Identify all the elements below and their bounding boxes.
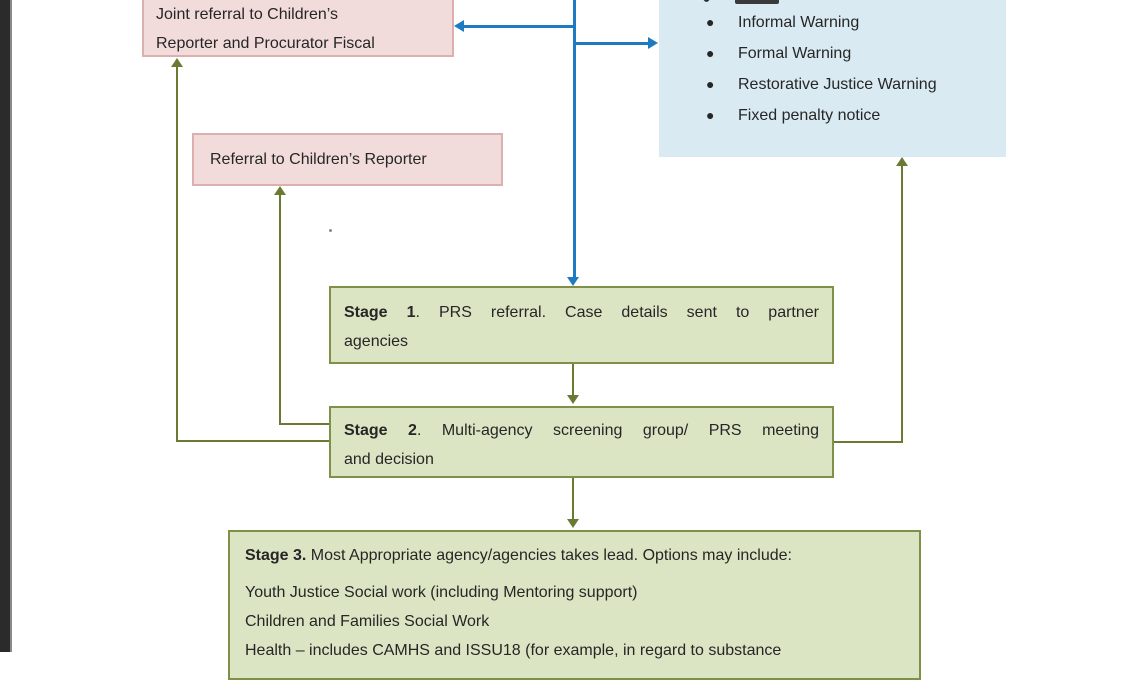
referral-box	[192, 133, 503, 186]
list-item	[659, 38, 1006, 69]
stage3-option: Children and Families Social Work	[245, 613, 490, 630]
list-item	[659, 7, 1006, 38]
list-item	[659, 69, 1006, 100]
bullet-icon: ●	[706, 45, 715, 61]
connector-stage2-stage3	[572, 478, 574, 519]
stage2-line2: and decision	[344, 451, 434, 468]
stage1-label: Stage 1	[344, 304, 416, 321]
stage1-text: . PRS referral. Case details sent to partner	[415, 304, 820, 321]
stage3-option: Health – includes CAMHS and ISSU18 (for example, in regard to substance	[245, 642, 782, 659]
arrow-down-to-stage2-icon	[567, 395, 579, 404]
outcomes-list	[659, 7, 1006, 131]
outcome-label: Restorative Justice Warning	[738, 76, 937, 93]
stage1-line2: agencies	[344, 333, 409, 350]
stage3-heading-text: Most Appropriate agency/agencies takes lead. Options may include:	[306, 547, 792, 564]
stage2-box	[329, 406, 834, 478]
stage3-option: Youth Justice Social work (including Mentoring support)	[245, 584, 638, 601]
list-item	[659, 100, 1006, 131]
joint-referral-line1: Joint referral to Children’s	[156, 6, 339, 23]
connector-stage1-stage2	[572, 364, 574, 395]
arrow-right-to-outcomes-box-icon	[648, 37, 658, 49]
outcomes-box	[659, 0, 1006, 157]
blue-line-to-joint-box	[464, 25, 574, 28]
outcome-label: Fixed penalty notice	[738, 107, 881, 124]
arrow-left-to-joint-box-icon	[454, 20, 464, 32]
stage2-label: Stage 2	[344, 422, 417, 439]
bullet-icon: ●	[706, 76, 715, 92]
outcome-label: Informal Warning	[738, 14, 860, 31]
connector-outcomes-vertical	[901, 165, 903, 443]
stray-dot	[329, 229, 332, 232]
outcome-label: Formal Warning	[738, 45, 852, 62]
stage3-label: Stage 3.	[245, 547, 307, 564]
connector-referral-vertical	[279, 194, 281, 424]
bullet-icon: ●	[706, 14, 715, 30]
connector-joint-horizontal	[176, 440, 329, 442]
connector-referral-horizontal	[279, 423, 329, 425]
joint-referral-line2: Reporter and Procurator Fiscal	[156, 35, 375, 52]
stage1-line1	[344, 298, 819, 327]
arrow-down-to-stage3-icon	[567, 519, 579, 528]
stage3-box	[228, 530, 921, 680]
page-left-edge	[0, 0, 12, 652]
stage2-text: . Multi-agency screening group/ PRS meeting	[416, 422, 819, 439]
connector-joint-vertical	[176, 66, 178, 441]
referral-box-label: Referral to Children’s Reporter	[210, 150, 427, 168]
bullet-icon: ●	[706, 107, 715, 123]
stage2-line1	[344, 416, 819, 445]
cutoff-text-fragment	[735, 0, 779, 4]
stage1-box	[329, 286, 834, 364]
blue-line-to-outcomes-box	[576, 42, 649, 45]
cutoff-bullet-fragment	[703, 0, 710, 2]
arrow-down-to-stage1-icon	[567, 277, 579, 286]
joint-referral-box	[142, 0, 454, 57]
stage3-heading	[245, 546, 904, 566]
connector-outcomes-horizontal	[834, 441, 903, 443]
arrow-up-to-outcomes-box-icon	[896, 157, 908, 166]
